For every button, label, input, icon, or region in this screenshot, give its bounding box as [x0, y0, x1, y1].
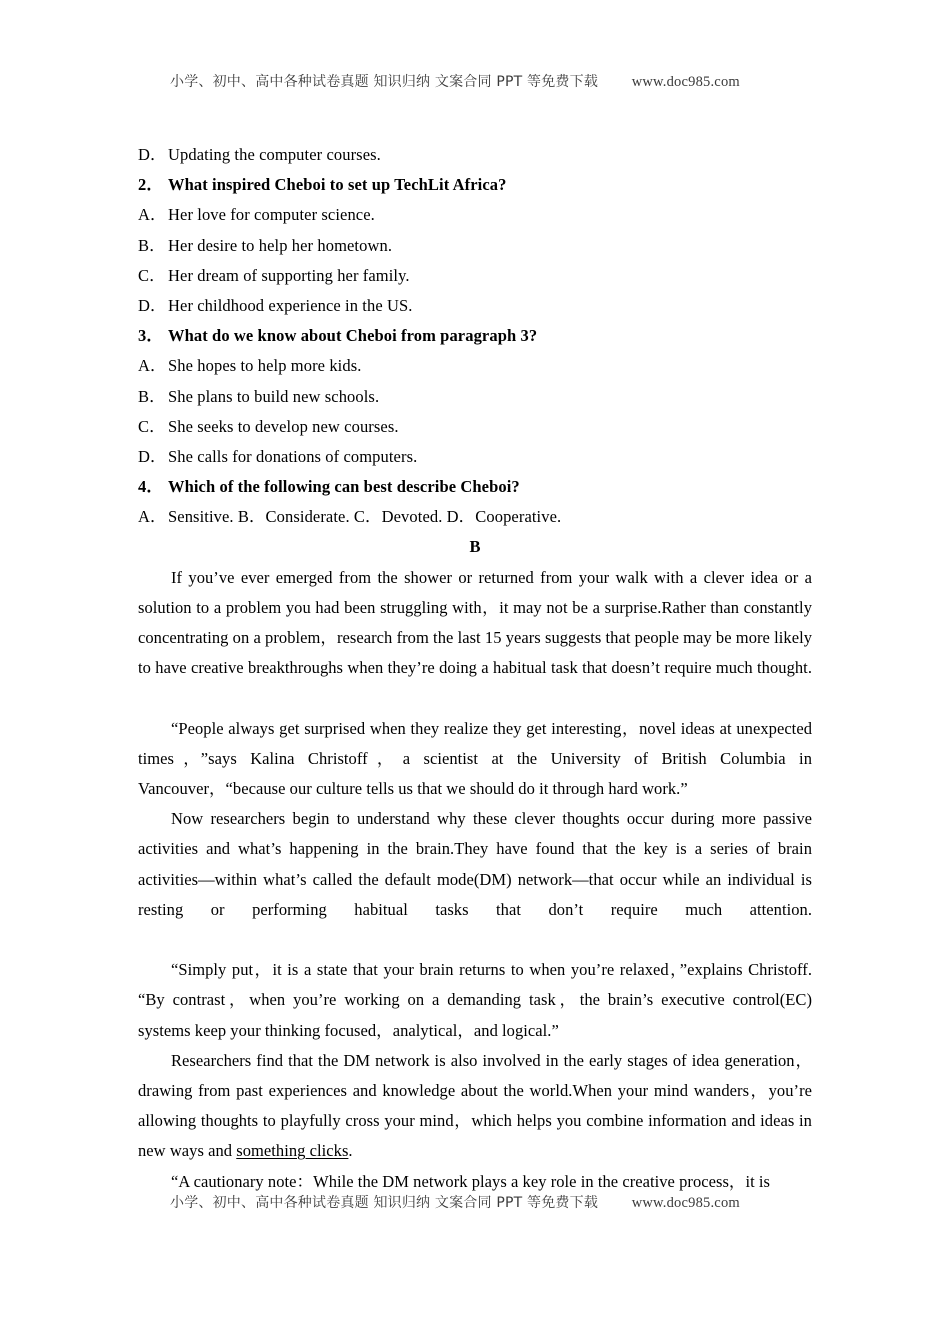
option-label: A．: [138, 507, 167, 527]
option-row: [138, 412, 812, 442]
option-label: D．: [138, 295, 167, 315]
question-text: What inspired Cheboi to set up TechLit Africa?: [168, 175, 507, 195]
option-text: Her dream of supporting her family.: [168, 265, 410, 285]
option-label: D．: [138, 446, 167, 466]
option-text: Updating the computer courses.: [168, 145, 381, 164]
option-text: Her childhood experience in the US.: [168, 295, 413, 315]
header-website-url: www.doc985.com: [631, 74, 740, 90]
passage-paragraph: “People always get surprised when they realize they get interesting，novel ideas at unexpected times，”says Kalina Christoff，a scientist at the University of British Columbia in Vancouver，“because our culture tells us that we should do it through hard work.”: [138, 718, 812, 799]
footer-chinese-text: 小学、初中、高中各种试卷真题 知识归纳 文案合同 PPT 等免费下载: [170, 1195, 599, 1211]
footer-website-url: www.doc985.com: [631, 1195, 740, 1211]
option-text: She plans to build new schools.: [168, 386, 380, 406]
option-row: [138, 261, 812, 291]
option-label: B．: [138, 386, 166, 406]
question-number: 2．: [138, 175, 163, 195]
underlined-phrase: something clicks: [236, 1141, 349, 1161]
option-row: [138, 231, 812, 261]
question-stem-row: [138, 321, 812, 351]
option-text: She hopes to help more kids.: [168, 356, 362, 376]
paragraph-tail-text: .: [348, 1141, 353, 1161]
question-text: What do we know about Cheboi from paragraph 3?: [168, 326, 538, 346]
passage-paragraph: Now researchers begin to understand why these clever thoughts occur during more passive activities and what’s happening in the brain.They have found that the key is a series of brain activities—within what’s called the default mode(DM) network—that occur while an individual is resting or performing habitual tasks that don’t require much attention.: [138, 809, 812, 919]
document-body: [138, 140, 812, 1197]
option-label: A．: [138, 205, 167, 225]
question-text: Which of the following can best describe Cheboi?: [168, 477, 520, 497]
paragraph-lead-text: Researchers find that the DM network is also involved in the early stages of idea generation，drawing from past experiences and knowledge about the world.When your mind wanders，you’re allowing thoughts to playfully cross your mind，which helps you combine information and ideas in new ways and: [138, 1050, 812, 1161]
question-number: 3．: [138, 326, 163, 346]
question-number: 4．: [138, 477, 163, 497]
passage-paragraph-with-underline: [138, 1046, 812, 1167]
option-label: C．: [138, 416, 166, 436]
option-row-inline: [138, 502, 812, 532]
option-label: A．: [138, 356, 167, 376]
option-text: Her desire to help her hometown.: [168, 235, 393, 255]
passage-paragraph: If you’ve ever emerged from the shower or returned from your walk with a clever idea or a solution to a problem you had been struggling with，it may not be a surprise.Rather than constantly concentrating on a problem，research from the last 15 years suggests that people may be more likely to have creative breakthroughs when they’re doing a habitual task that doesn’t require much thought.: [138, 567, 812, 678]
passage-paragraph: “Simply put，it is a state that your brain returns to when you’re relaxed，”explains Christoff. “By contrast，when you’re working on a demanding task，the brain’s executive control(EC) systems keep your thinking focused，analytical，and logical.”: [138, 960, 812, 1040]
passage-paragraph: “A cautionary note：While the DM network plays a key role in the creative process，it is: [171, 1171, 771, 1191]
option-row: [138, 442, 812, 472]
option-text: Sensitive. B．Considerate. C．Devoted. D．Cooperative.: [168, 507, 562, 527]
option-label: C．: [138, 265, 166, 285]
option-text: Her love for computer science.: [168, 205, 375, 225]
passage-section-letter: B: [469, 537, 481, 557]
page-header: [170, 71, 810, 91]
question-block: [138, 140, 812, 532]
option-row: [138, 291, 812, 321]
option-text: She calls for donations of computers.: [168, 446, 418, 466]
question-stem-row: [138, 472, 812, 502]
question-stem-row: [138, 170, 812, 200]
option-label: B．: [138, 235, 166, 255]
option-row: [138, 351, 812, 381]
page-footer: [170, 1192, 810, 1212]
option-label: D．: [138, 145, 167, 164]
header-chinese-text: 小学、初中、高中各种试卷真题 知识归纳 文案合同 PPT 等免费下载: [170, 74, 599, 90]
option-row: [138, 140, 812, 170]
option-row: [138, 200, 812, 230]
option-row: [138, 382, 812, 412]
option-text: She seeks to develop new courses.: [168, 416, 399, 436]
